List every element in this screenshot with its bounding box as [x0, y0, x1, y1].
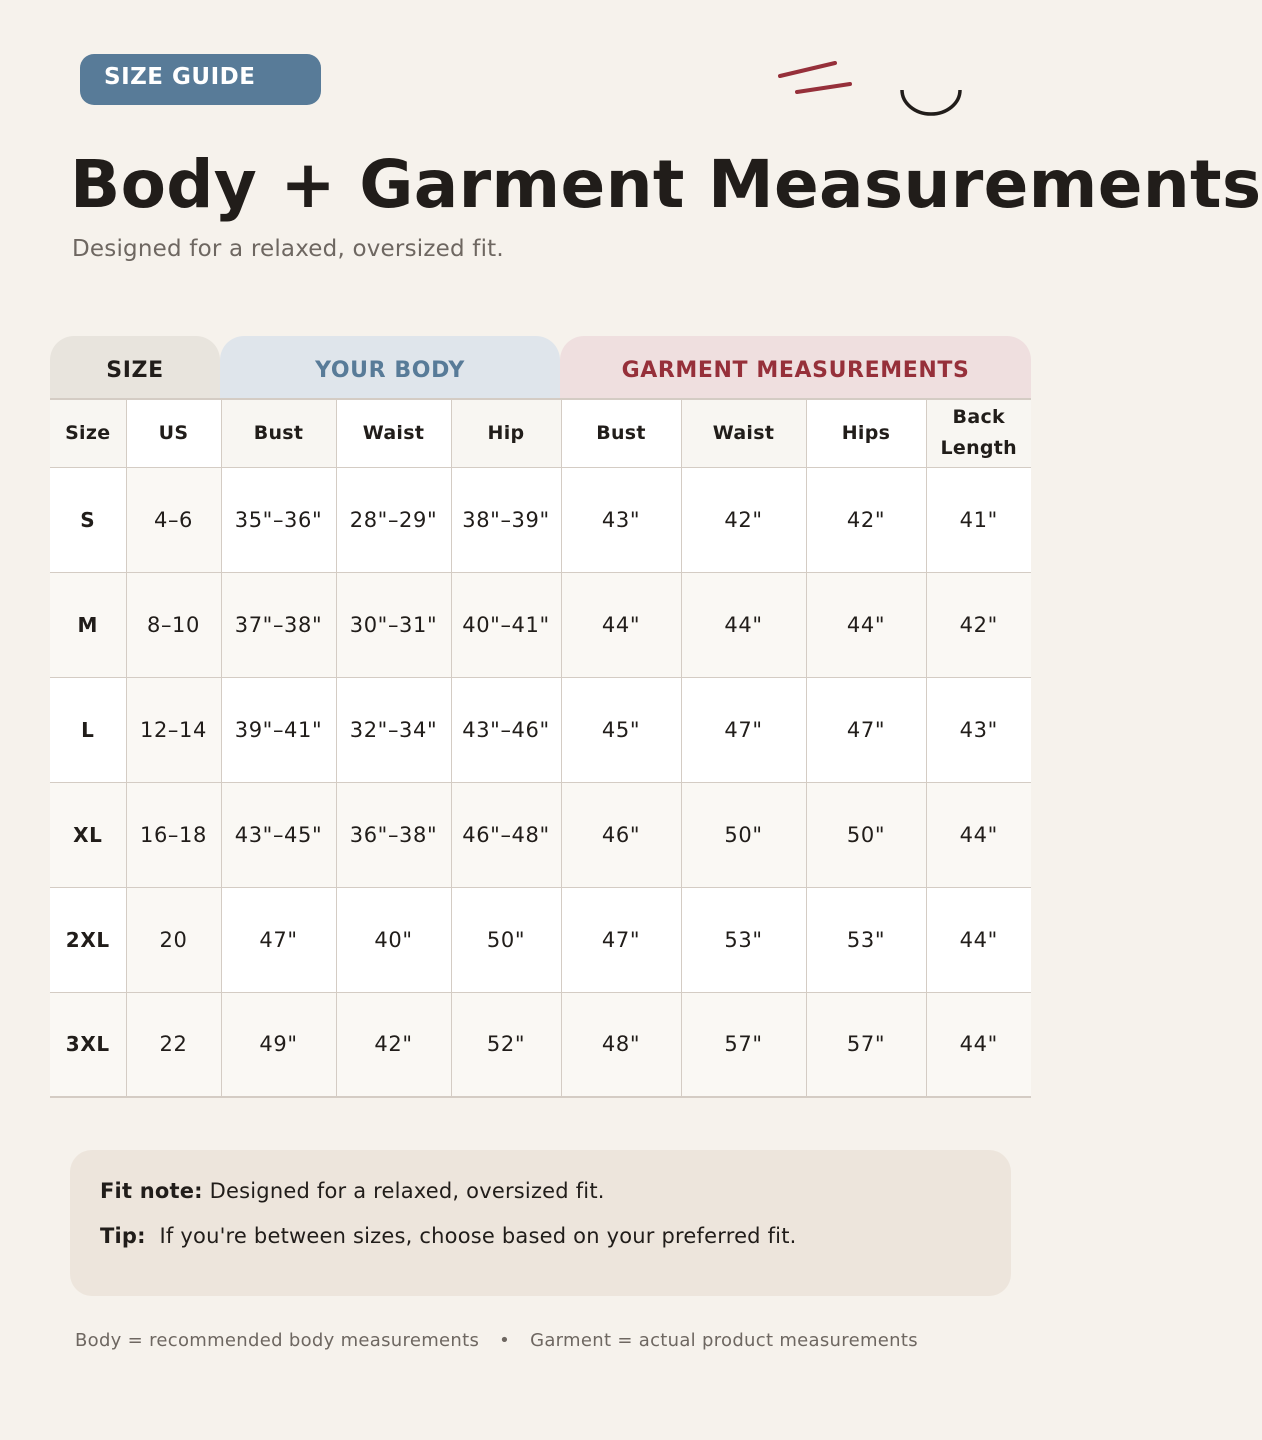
group-header-your-body: YOUR BODY	[220, 336, 560, 398]
fit-note	[100, 1178, 981, 1204]
cell-garment-waist: 50"	[681, 782, 806, 887]
cell-body-waist: 30"–31"	[336, 572, 451, 677]
tip-note	[100, 1223, 981, 1249]
size-chart-body	[50, 467, 1031, 1097]
size-chart-table	[50, 398, 1031, 1098]
cell-garment-bust: 46"	[561, 782, 681, 887]
cell-body-bust: 39"–41"	[221, 677, 336, 782]
cell-size: M	[50, 572, 126, 677]
tip-label: Tip:	[100, 1224, 146, 1248]
cell-us: 22	[126, 992, 221, 1097]
column-header-body-hip: Hip	[451, 399, 561, 467]
column-header-body-waist: Waist	[336, 399, 451, 467]
table-row	[50, 677, 1031, 782]
table-row	[50, 992, 1031, 1097]
fit-note-box	[70, 1150, 1011, 1296]
cell-garment-hips: 57"	[806, 992, 926, 1097]
cell-body-hip: 46"–48"	[451, 782, 561, 887]
cell-body-waist: 42"	[336, 992, 451, 1097]
cell-garment-bust: 43"	[561, 467, 681, 572]
table-row	[50, 887, 1031, 992]
group-header-size: SIZE	[50, 336, 220, 398]
cell-body-hip: 38"–39"	[451, 467, 561, 572]
table-row	[50, 467, 1031, 572]
cell-body-hip: 50"	[451, 887, 561, 992]
footer-legend	[75, 1330, 918, 1351]
fit-note-text: Designed for a relaxed, oversized fit.	[209, 1179, 605, 1203]
cell-back-length: 43"	[926, 677, 1031, 782]
page-title: Body + Garment Measurements	[70, 146, 1262, 223]
cell-garment-bust: 47"	[561, 887, 681, 992]
cell-back-length: 42"	[926, 572, 1031, 677]
cell-body-waist: 40"	[336, 887, 451, 992]
footer-separator: •	[499, 1330, 511, 1351]
group-header-garment: GARMENT MEASUREMENTS	[560, 336, 1031, 398]
footer-body-definition: Body = recommended body measurements	[75, 1330, 480, 1351]
cell-back-length: 44"	[926, 992, 1031, 1097]
cell-size: S	[50, 467, 126, 572]
column-header-garment-bust: Bust	[561, 399, 681, 467]
cell-body-bust: 49"	[221, 992, 336, 1097]
cell-garment-bust: 44"	[561, 572, 681, 677]
decorative-arc-icon	[902, 90, 960, 114]
cell-garment-waist: 47"	[681, 677, 806, 782]
cell-back-length: 44"	[926, 887, 1031, 992]
decorative-stroke-upper	[780, 63, 835, 76]
cell-body-waist: 28"–29"	[336, 467, 451, 572]
cell-body-bust: 37"–38"	[221, 572, 336, 677]
cell-garment-hips: 47"	[806, 677, 926, 782]
cell-garment-bust: 45"	[561, 677, 681, 782]
table-row	[50, 572, 1031, 677]
cell-body-bust: 47"	[221, 887, 336, 992]
cell-body-waist: 36"–38"	[336, 782, 451, 887]
cell-size: 3XL	[50, 992, 126, 1097]
cell-us: 16–18	[126, 782, 221, 887]
cell-garment-bust: 48"	[561, 992, 681, 1097]
column-header-back-length: Back Length	[926, 399, 1031, 467]
cell-body-hip: 52"	[451, 992, 561, 1097]
cell-garment-waist: 53"	[681, 887, 806, 992]
cell-body-hip: 40"–41"	[451, 572, 561, 677]
cell-us: 12–14	[126, 677, 221, 782]
column-header-row	[50, 399, 1031, 467]
cell-us: 8–10	[126, 572, 221, 677]
column-header-garment-waist: Waist	[681, 399, 806, 467]
cell-body-waist: 32"–34"	[336, 677, 451, 782]
page-subtitle: Designed for a relaxed, oversized fit.	[72, 236, 504, 262]
decorative-stroke-lower	[797, 84, 850, 92]
cell-garment-hips: 44"	[806, 572, 926, 677]
fit-note-label: Fit note:	[100, 1179, 203, 1203]
column-header-body-bust: Bust	[221, 399, 336, 467]
cell-us: 20	[126, 887, 221, 992]
cell-garment-waist: 57"	[681, 992, 806, 1097]
tip-text: If you're between sizes, choose based on your preferred fit.	[159, 1224, 797, 1248]
column-header-garment-hips: Hips	[806, 399, 926, 467]
column-header-size: Size	[50, 399, 126, 467]
cell-us: 4–6	[126, 467, 221, 572]
decorative-strokes-icon	[770, 50, 970, 120]
cell-garment-hips: 42"	[806, 467, 926, 572]
table-row	[50, 782, 1031, 887]
cell-back-length: 44"	[926, 782, 1031, 887]
cell-garment-hips: 53"	[806, 887, 926, 992]
column-header-us: US	[126, 399, 221, 467]
cell-garment-waist: 44"	[681, 572, 806, 677]
cell-size: 2XL	[50, 887, 126, 992]
cell-body-bust: 43"–45"	[221, 782, 336, 887]
cell-size: XL	[50, 782, 126, 887]
cell-garment-waist: 42"	[681, 467, 806, 572]
cell-back-length: 41"	[926, 467, 1031, 572]
size-guide-badge: SIZE GUIDE	[80, 54, 321, 105]
cell-garment-hips: 50"	[806, 782, 926, 887]
cell-body-hip: 43"–46"	[451, 677, 561, 782]
footer-garment-definition: Garment = actual product measurements	[530, 1330, 918, 1351]
cell-size: L	[50, 677, 126, 782]
cell-body-bust: 35"–36"	[221, 467, 336, 572]
